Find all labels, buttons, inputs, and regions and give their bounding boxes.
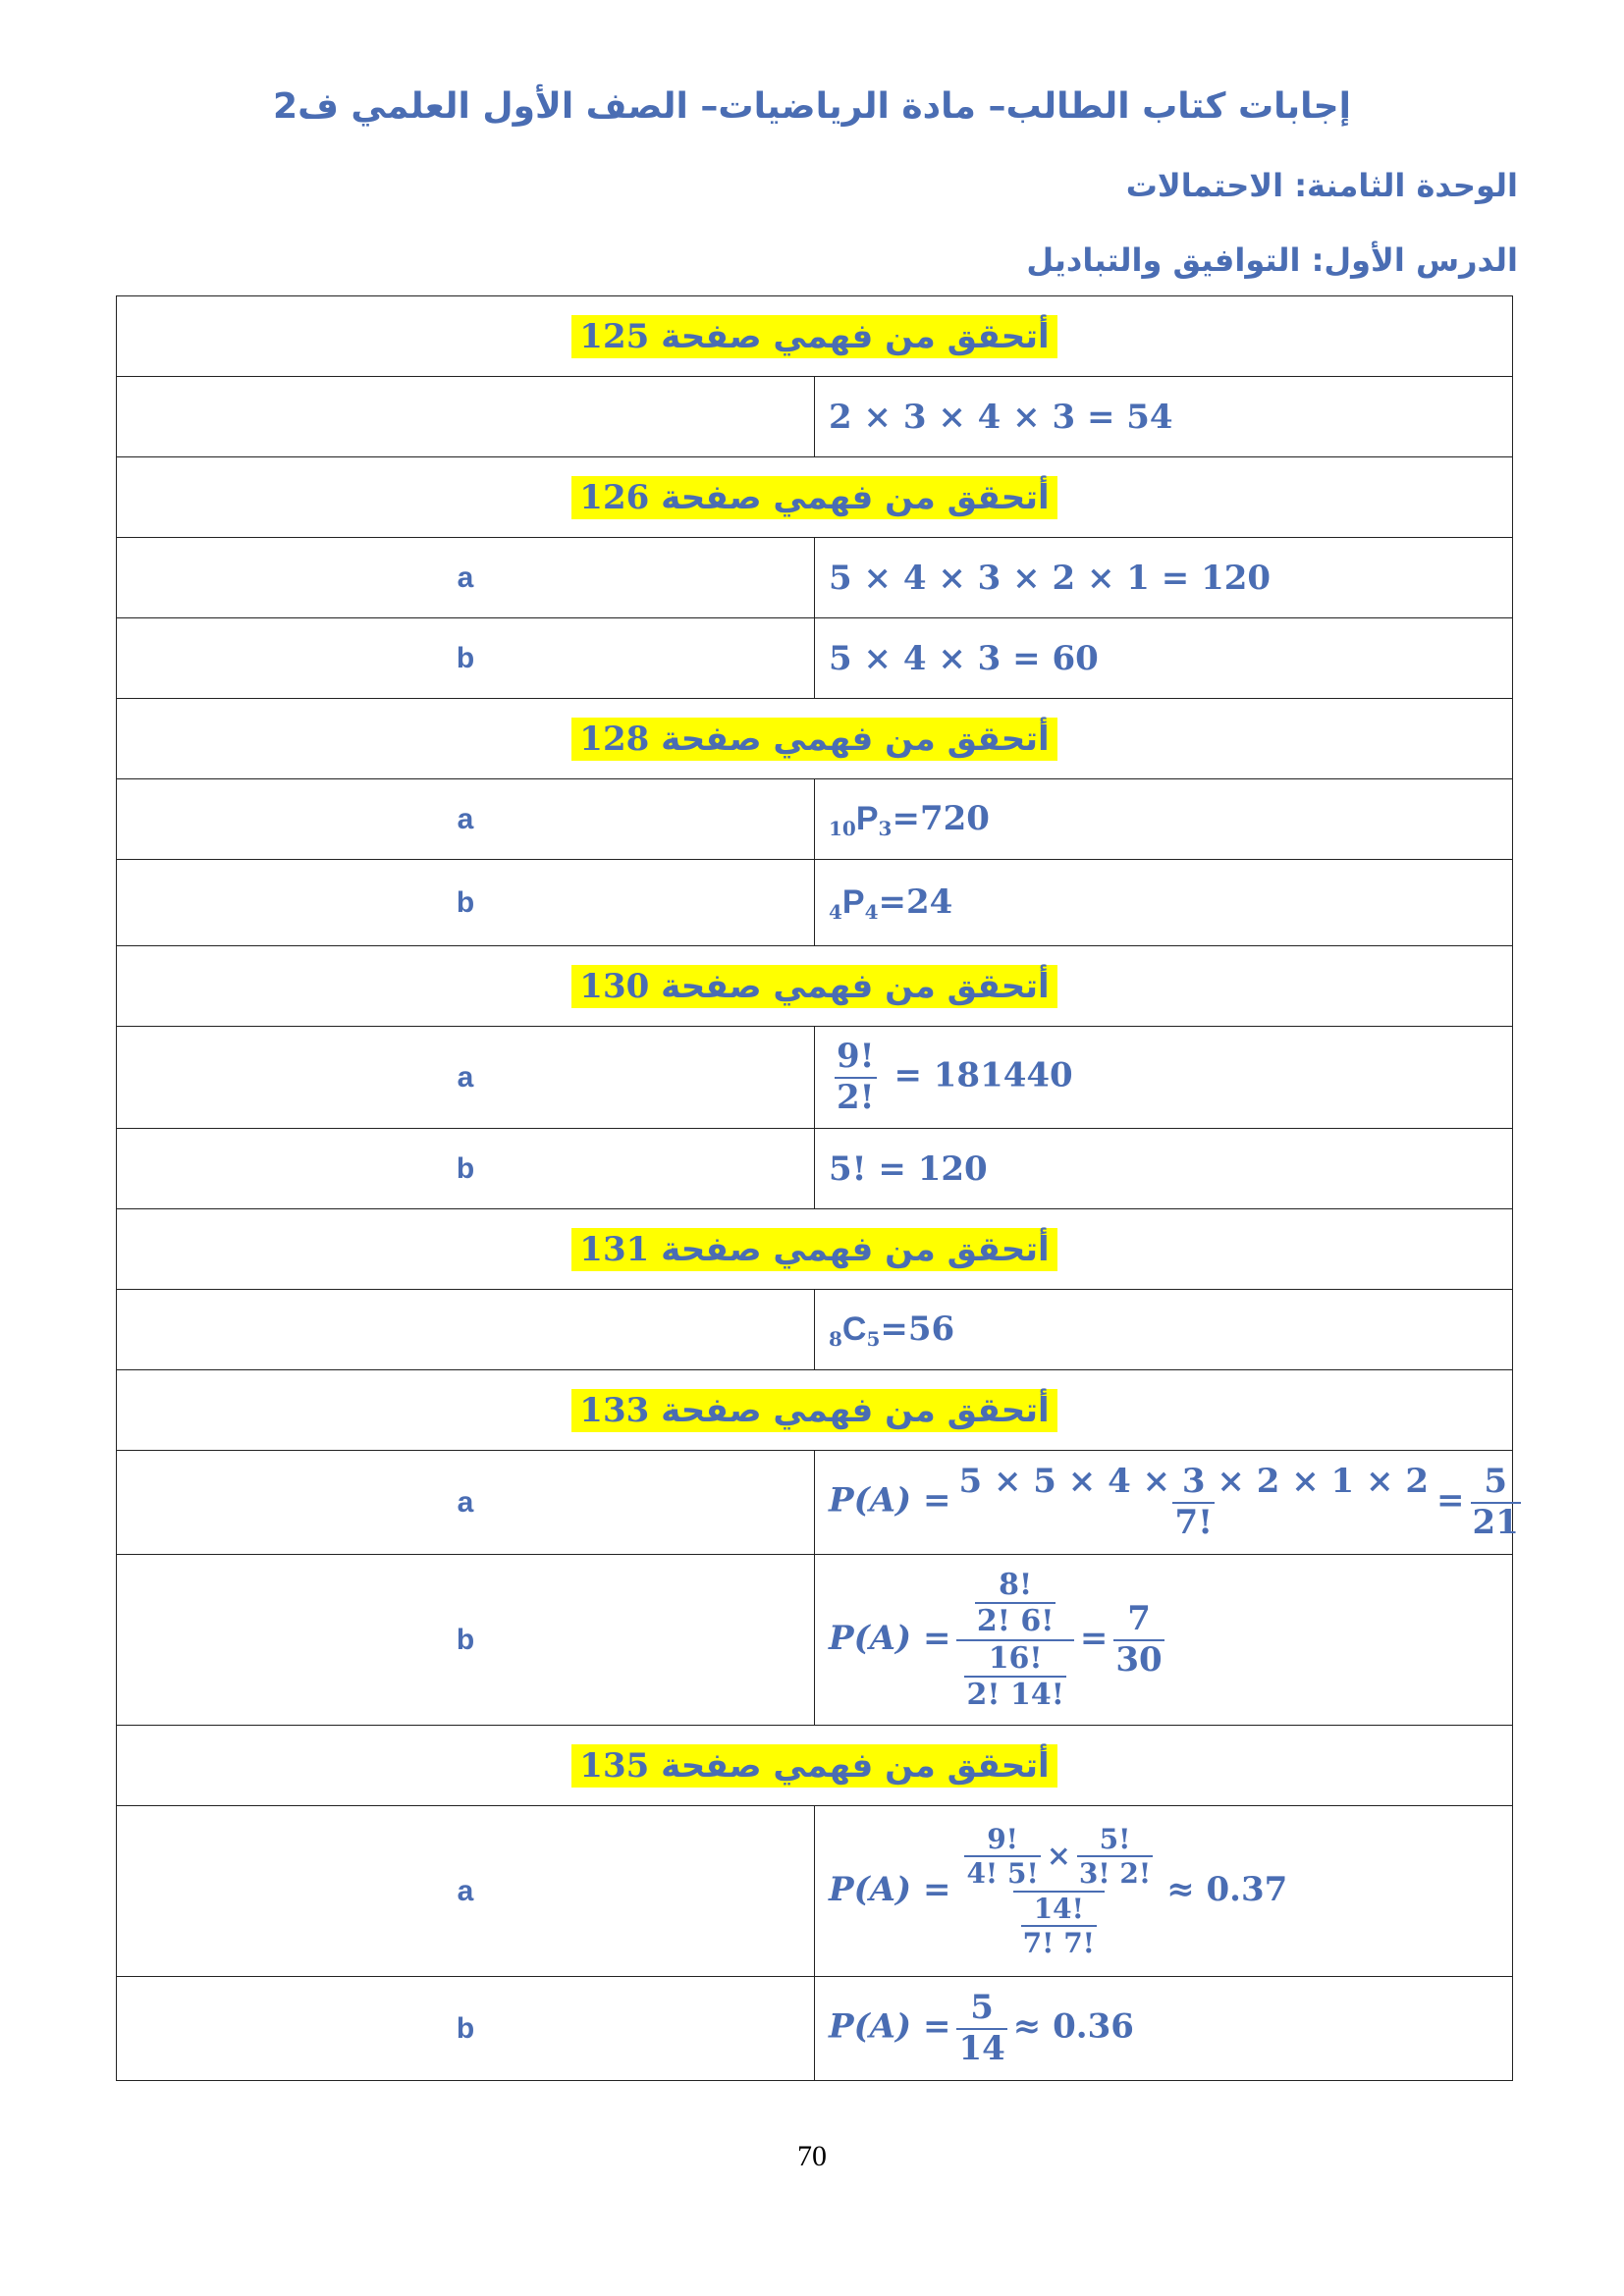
lesson-heading: الدرس الأول: التوافيق والتباديل	[1026, 241, 1518, 279]
row-label: a	[117, 538, 815, 618]
row-label: b	[117, 1129, 815, 1209]
fraction: $\frac{5 \times 5 \times 4 \times 3 \times 2 \times 1 \times 2}{7!}$	[958, 1461, 1430, 1542]
fraction: $\frac{7}{30}$	[1115, 1598, 1163, 1680]
fraction: $\frac{16!}{2! 14!}$	[966, 1640, 1064, 1712]
compound-fraction	[956, 1567, 1073, 1712]
row-label: b	[117, 1555, 815, 1726]
page-number: 70	[797, 2140, 827, 2172]
answer-row	[117, 618, 1513, 699]
answer-expression: 5 × 4 × 3 × 2 × 1 = 120	[815, 538, 1513, 618]
fraction: $\frac{14!}{7! 7!}$	[1022, 1892, 1095, 1959]
answer-expression: P(A) = $\frac{9!}{4! 5!}$ × $\frac{5!}{3! 2!}$ $\frac{14!}{7! 7!}$ ≈ 0.37	[815, 1806, 1513, 1977]
answer-expression: P(A) = $\frac{5 \times 5 \times 4 \times 3 \times 2 \times 1 \times 2}{7!}$ = $\frac{5}{21}$	[815, 1451, 1513, 1555]
answer-expression: $_{10}P_3=720$	[815, 779, 1513, 860]
section-header-row	[117, 1209, 1513, 1290]
answer-row	[117, 538, 1513, 618]
fraction: $\frac{9!}{2!}$	[837, 1036, 875, 1117]
check-understanding-highlight: أتحقق من فهمي صفحة 130	[571, 965, 1056, 1008]
answer-row	[117, 377, 1513, 457]
fraction: $\frac{5!}{3! 2!}$	[1078, 1822, 1152, 1891]
fraction: $\frac{9!}{4! 5!}$	[966, 1822, 1039, 1891]
answers-table	[116, 295, 1519, 2081]
row-label	[117, 377, 815, 457]
answer-expression: 5 × 4 × 3 = 60	[815, 618, 1513, 699]
answer-row	[117, 779, 1513, 860]
section-header-row	[117, 699, 1513, 779]
check-understanding-highlight: أتحقق من فهمي صفحة 125	[571, 315, 1056, 358]
section-header-row	[117, 1726, 1513, 1806]
check-understanding-highlight: أتحقق من فهمي صفحة 128	[571, 718, 1056, 761]
row-label: a	[117, 779, 815, 860]
fraction: $\frac{5}{21}$	[1472, 1461, 1519, 1542]
row-label: a	[117, 1806, 815, 1977]
row-label: a	[117, 1027, 815, 1129]
answer-expression: P(A) = $\frac{5}{14}$ ≈ 0.36	[815, 1977, 1513, 2081]
answer-row	[117, 1806, 1513, 1977]
fraction: $\frac{5}{14}$	[958, 1987, 1005, 2068]
check-understanding-highlight: أتحقق من فهمي صفحة 126	[571, 476, 1056, 519]
row-label	[117, 1290, 815, 1370]
answer-row	[117, 1555, 1513, 1726]
answer-row	[117, 1290, 1513, 1370]
document-title: إجابات كتاب الطالب– مادة الرياضيات– الصف الأول العلمي ف2	[273, 86, 1351, 127]
answer-row	[117, 1451, 1513, 1555]
section-header-row	[117, 296, 1513, 377]
check-understanding-highlight: أتحقق من فهمي صفحة 131	[571, 1228, 1056, 1271]
answer-expression: $\frac{9!}{2!}$ = 181440	[815, 1027, 1513, 1129]
answer-expression: P(A) = $\frac{\frac{8!}{2! 6!}}{\frac{16!}{2! 14!}}$ = $\frac{7}{30}$	[815, 1555, 1513, 1726]
answer-row	[117, 1027, 1513, 1129]
row-label: a	[117, 1451, 815, 1555]
section-header-row	[117, 457, 1513, 538]
row-label: b	[117, 618, 815, 699]
answer-row	[117, 860, 1513, 946]
answer-row	[117, 1129, 1513, 1209]
answer-row	[117, 1977, 1513, 2081]
section-header-row	[117, 946, 1513, 1027]
section-header-row	[117, 1370, 1513, 1451]
fraction: $\frac{8!}{2! 6!}$	[976, 1567, 1055, 1638]
answer-expression: 5! = 120	[815, 1129, 1513, 1209]
row-label: b	[117, 1977, 815, 2081]
answer-expression: $_4P_4=24$	[815, 860, 1513, 946]
row-label: b	[117, 860, 815, 946]
check-understanding-highlight: أتحقق من فهمي صفحة 133	[571, 1389, 1056, 1432]
check-understanding-highlight: أتحقق من فهمي صفحة 135	[571, 1744, 1056, 1788]
compound-fraction: $\frac{9!}{4! 5!}$ × $\frac{5!}{3! 2!}$ $\frac{14!}{7! 7!}$	[966, 1822, 1152, 1959]
answer-expression: 2 × 3 × 4 × 3 = 54	[815, 377, 1513, 457]
answer-expression: $_8C_5=56$	[815, 1290, 1513, 1370]
unit-heading: الوحدة الثامنة: الاحتمالات	[1125, 167, 1518, 204]
